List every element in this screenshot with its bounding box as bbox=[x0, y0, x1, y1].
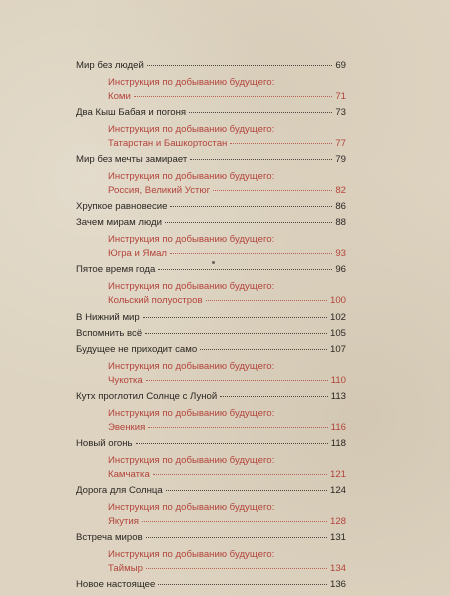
toc-entry[interactable] bbox=[76, 438, 346, 449]
toc-subentry-region: Таймыр bbox=[108, 563, 143, 574]
leader-dots bbox=[153, 474, 327, 475]
toc-subentry[interactable] bbox=[108, 281, 346, 306]
toc-entry-title: Новое настоящее bbox=[76, 579, 156, 591]
leader-dots bbox=[142, 521, 327, 522]
toc-entry[interactable] bbox=[76, 485, 346, 496]
leader-dots bbox=[136, 443, 328, 444]
toc-subentry-heading: Инструкция по добыванию будущего: bbox=[108, 77, 275, 89]
toc-subentry-page: 93 bbox=[335, 248, 346, 260]
toc-entry[interactable] bbox=[76, 107, 346, 118]
toc-entry-page: 96 bbox=[335, 264, 346, 276]
toc-entry-page: 86 bbox=[335, 201, 346, 213]
toc-entry-page: 105 bbox=[329, 327, 346, 339]
toc-subentry[interactable] bbox=[108, 408, 346, 433]
toc-subentry-heading: Инструкция по добыванию будущего: bbox=[108, 454, 275, 466]
toc-entry-title: Кутх проглотил Солнце с Луной bbox=[76, 390, 218, 402]
leader-dots bbox=[190, 159, 332, 160]
toc-entry-page: 118 bbox=[330, 437, 346, 449]
paper-speck bbox=[212, 261, 215, 264]
toc-entry-page: 73 bbox=[335, 107, 346, 119]
leader-dots bbox=[200, 349, 327, 350]
toc-subentry-page: 128 bbox=[329, 515, 346, 527]
toc-subentry-page: 71 bbox=[335, 91, 346, 103]
leader-dots bbox=[148, 427, 327, 428]
toc-subentry-region: Югра и Ямал bbox=[108, 248, 168, 260]
toc-subentry-region: Коми bbox=[108, 91, 131, 103]
toc-subentry[interactable] bbox=[108, 124, 346, 149]
toc-subentry[interactable] bbox=[108, 361, 346, 386]
leader-dots bbox=[230, 143, 332, 144]
toc-subentry-heading: Инструкция по добыванию будущего: bbox=[108, 234, 275, 246]
toc-entry[interactable] bbox=[76, 532, 346, 543]
toc-subentry[interactable] bbox=[108, 234, 346, 259]
leader-dots bbox=[158, 269, 332, 270]
toc-subentry-region: Чукотка bbox=[108, 374, 143, 386]
leader-dots bbox=[166, 490, 327, 491]
toc-subentry-region: Кольский полуостров bbox=[108, 295, 203, 307]
leader-dots bbox=[158, 584, 327, 585]
toc-entry-title: Вспомнить всё bbox=[76, 327, 143, 339]
toc-subentry[interactable] bbox=[108, 502, 346, 527]
toc-subentry-line bbox=[108, 563, 346, 574]
toc-entry[interactable] bbox=[76, 264, 346, 275]
toc-subentry-line bbox=[108, 295, 346, 306]
toc-entry[interactable] bbox=[76, 312, 346, 323]
leader-dots bbox=[189, 112, 332, 113]
toc-entry-title: Два Кыш Бабая и погоня bbox=[76, 107, 187, 119]
toc-subentry-region: Камчатка bbox=[108, 468, 150, 480]
toc-entry[interactable] bbox=[76, 579, 346, 590]
toc-subentry-page: 77 bbox=[335, 138, 346, 150]
toc-subentry-line bbox=[108, 138, 346, 149]
toc-subentry-page: 134 bbox=[329, 563, 346, 574]
leader-dots bbox=[170, 206, 332, 207]
toc-subentry-heading: Инструкция по добыванию будущего: bbox=[108, 171, 275, 183]
toc-subentry-heading: Инструкция по добыванию будущего: bbox=[108, 501, 275, 513]
toc-subentry-line bbox=[108, 91, 346, 102]
leader-dots bbox=[146, 380, 328, 381]
toc-entry-title: Хрупкое равновесие bbox=[76, 201, 168, 213]
toc-entry-title: Дорога для Солнца bbox=[76, 484, 163, 496]
toc-subentry-page: 121 bbox=[329, 468, 346, 480]
leader-dots bbox=[146, 537, 327, 538]
toc-subentry-line bbox=[108, 185, 346, 196]
toc-entry-title: Мир без людей bbox=[76, 60, 144, 71]
toc-entry-title: Пятое время года bbox=[76, 264, 156, 276]
toc-entry-page: 124 bbox=[329, 484, 346, 496]
toc-entry[interactable] bbox=[76, 328, 346, 339]
toc-entry[interactable] bbox=[76, 217, 346, 228]
toc-subentry-heading: Инструкция по добыванию будущего: bbox=[108, 360, 275, 372]
toc-entry-page: 79 bbox=[335, 154, 346, 166]
toc-entry[interactable] bbox=[76, 154, 346, 165]
toc-subentry-heading: Инструкция по добыванию будущего: bbox=[108, 407, 275, 419]
toc-entry-page: 102 bbox=[329, 311, 346, 323]
toc-entry-title: Новый огонь bbox=[76, 437, 133, 449]
toc-subentry-page: 116 bbox=[330, 421, 346, 433]
leader-dots bbox=[170, 253, 332, 254]
toc-subentry-region: Эвенкия bbox=[108, 421, 146, 433]
toc-subentry[interactable] bbox=[108, 455, 346, 480]
toc-entry-title: Будущее не приходит само bbox=[76, 343, 198, 355]
toc-entry-page: 131 bbox=[329, 531, 346, 543]
toc-subentry-line bbox=[108, 422, 346, 433]
toc-subentry-line bbox=[108, 248, 346, 259]
toc-entry-title: Мир без мечты замирает bbox=[76, 154, 188, 166]
toc-subentry-page: 110 bbox=[330, 374, 346, 386]
toc-subentry-line bbox=[108, 375, 346, 386]
toc-subentry-page: 100 bbox=[329, 295, 346, 307]
toc-entry[interactable] bbox=[76, 60, 346, 71]
leader-dots bbox=[147, 65, 333, 66]
leader-dots bbox=[145, 333, 327, 334]
leader-dots bbox=[165, 222, 332, 223]
toc-entry[interactable] bbox=[76, 344, 346, 355]
toc-entry[interactable] bbox=[76, 201, 346, 212]
toc-entry-page: 113 bbox=[330, 390, 346, 402]
leader-dots bbox=[213, 190, 332, 191]
toc-entry[interactable] bbox=[76, 391, 346, 402]
leader-dots bbox=[220, 396, 327, 397]
table-of-contents bbox=[76, 60, 346, 590]
toc-subentry-line bbox=[108, 516, 346, 527]
leader-dots bbox=[146, 568, 327, 569]
toc-subentry-region: Якутия bbox=[108, 515, 139, 527]
toc-entry-title: Встреча миров bbox=[76, 531, 143, 543]
toc-subentry[interactable] bbox=[108, 549, 346, 574]
leader-dots bbox=[134, 96, 332, 97]
toc-subentry-heading: Инструкция по добыванию будущего: bbox=[108, 281, 275, 293]
toc-entry-title: В Нижний мир bbox=[76, 311, 140, 323]
toc-subentry-region: Россия, Великий Устюг bbox=[108, 185, 211, 197]
toc-entry-title: Зачем мирам люди bbox=[76, 217, 162, 229]
toc-subentry[interactable] bbox=[108, 171, 346, 196]
toc-entry-page: 107 bbox=[329, 343, 346, 355]
leader-dots bbox=[206, 300, 327, 301]
leader-dots bbox=[143, 317, 327, 318]
toc-subentry-page: 82 bbox=[335, 185, 346, 197]
toc-subentry[interactable] bbox=[108, 77, 346, 102]
toc-subentry-heading: Инструкция по добыванию будущего: bbox=[108, 548, 275, 560]
toc-subentry-line bbox=[108, 469, 346, 480]
toc-subentry-heading: Инструкция по добыванию будущего: bbox=[108, 124, 275, 136]
toc-entry-page: 69 bbox=[335, 60, 346, 71]
toc-entry-page: 136 bbox=[329, 579, 346, 591]
toc-subentry-region: Татарстан и Башкортостан bbox=[108, 138, 228, 150]
toc-entry-page: 88 bbox=[335, 217, 346, 229]
